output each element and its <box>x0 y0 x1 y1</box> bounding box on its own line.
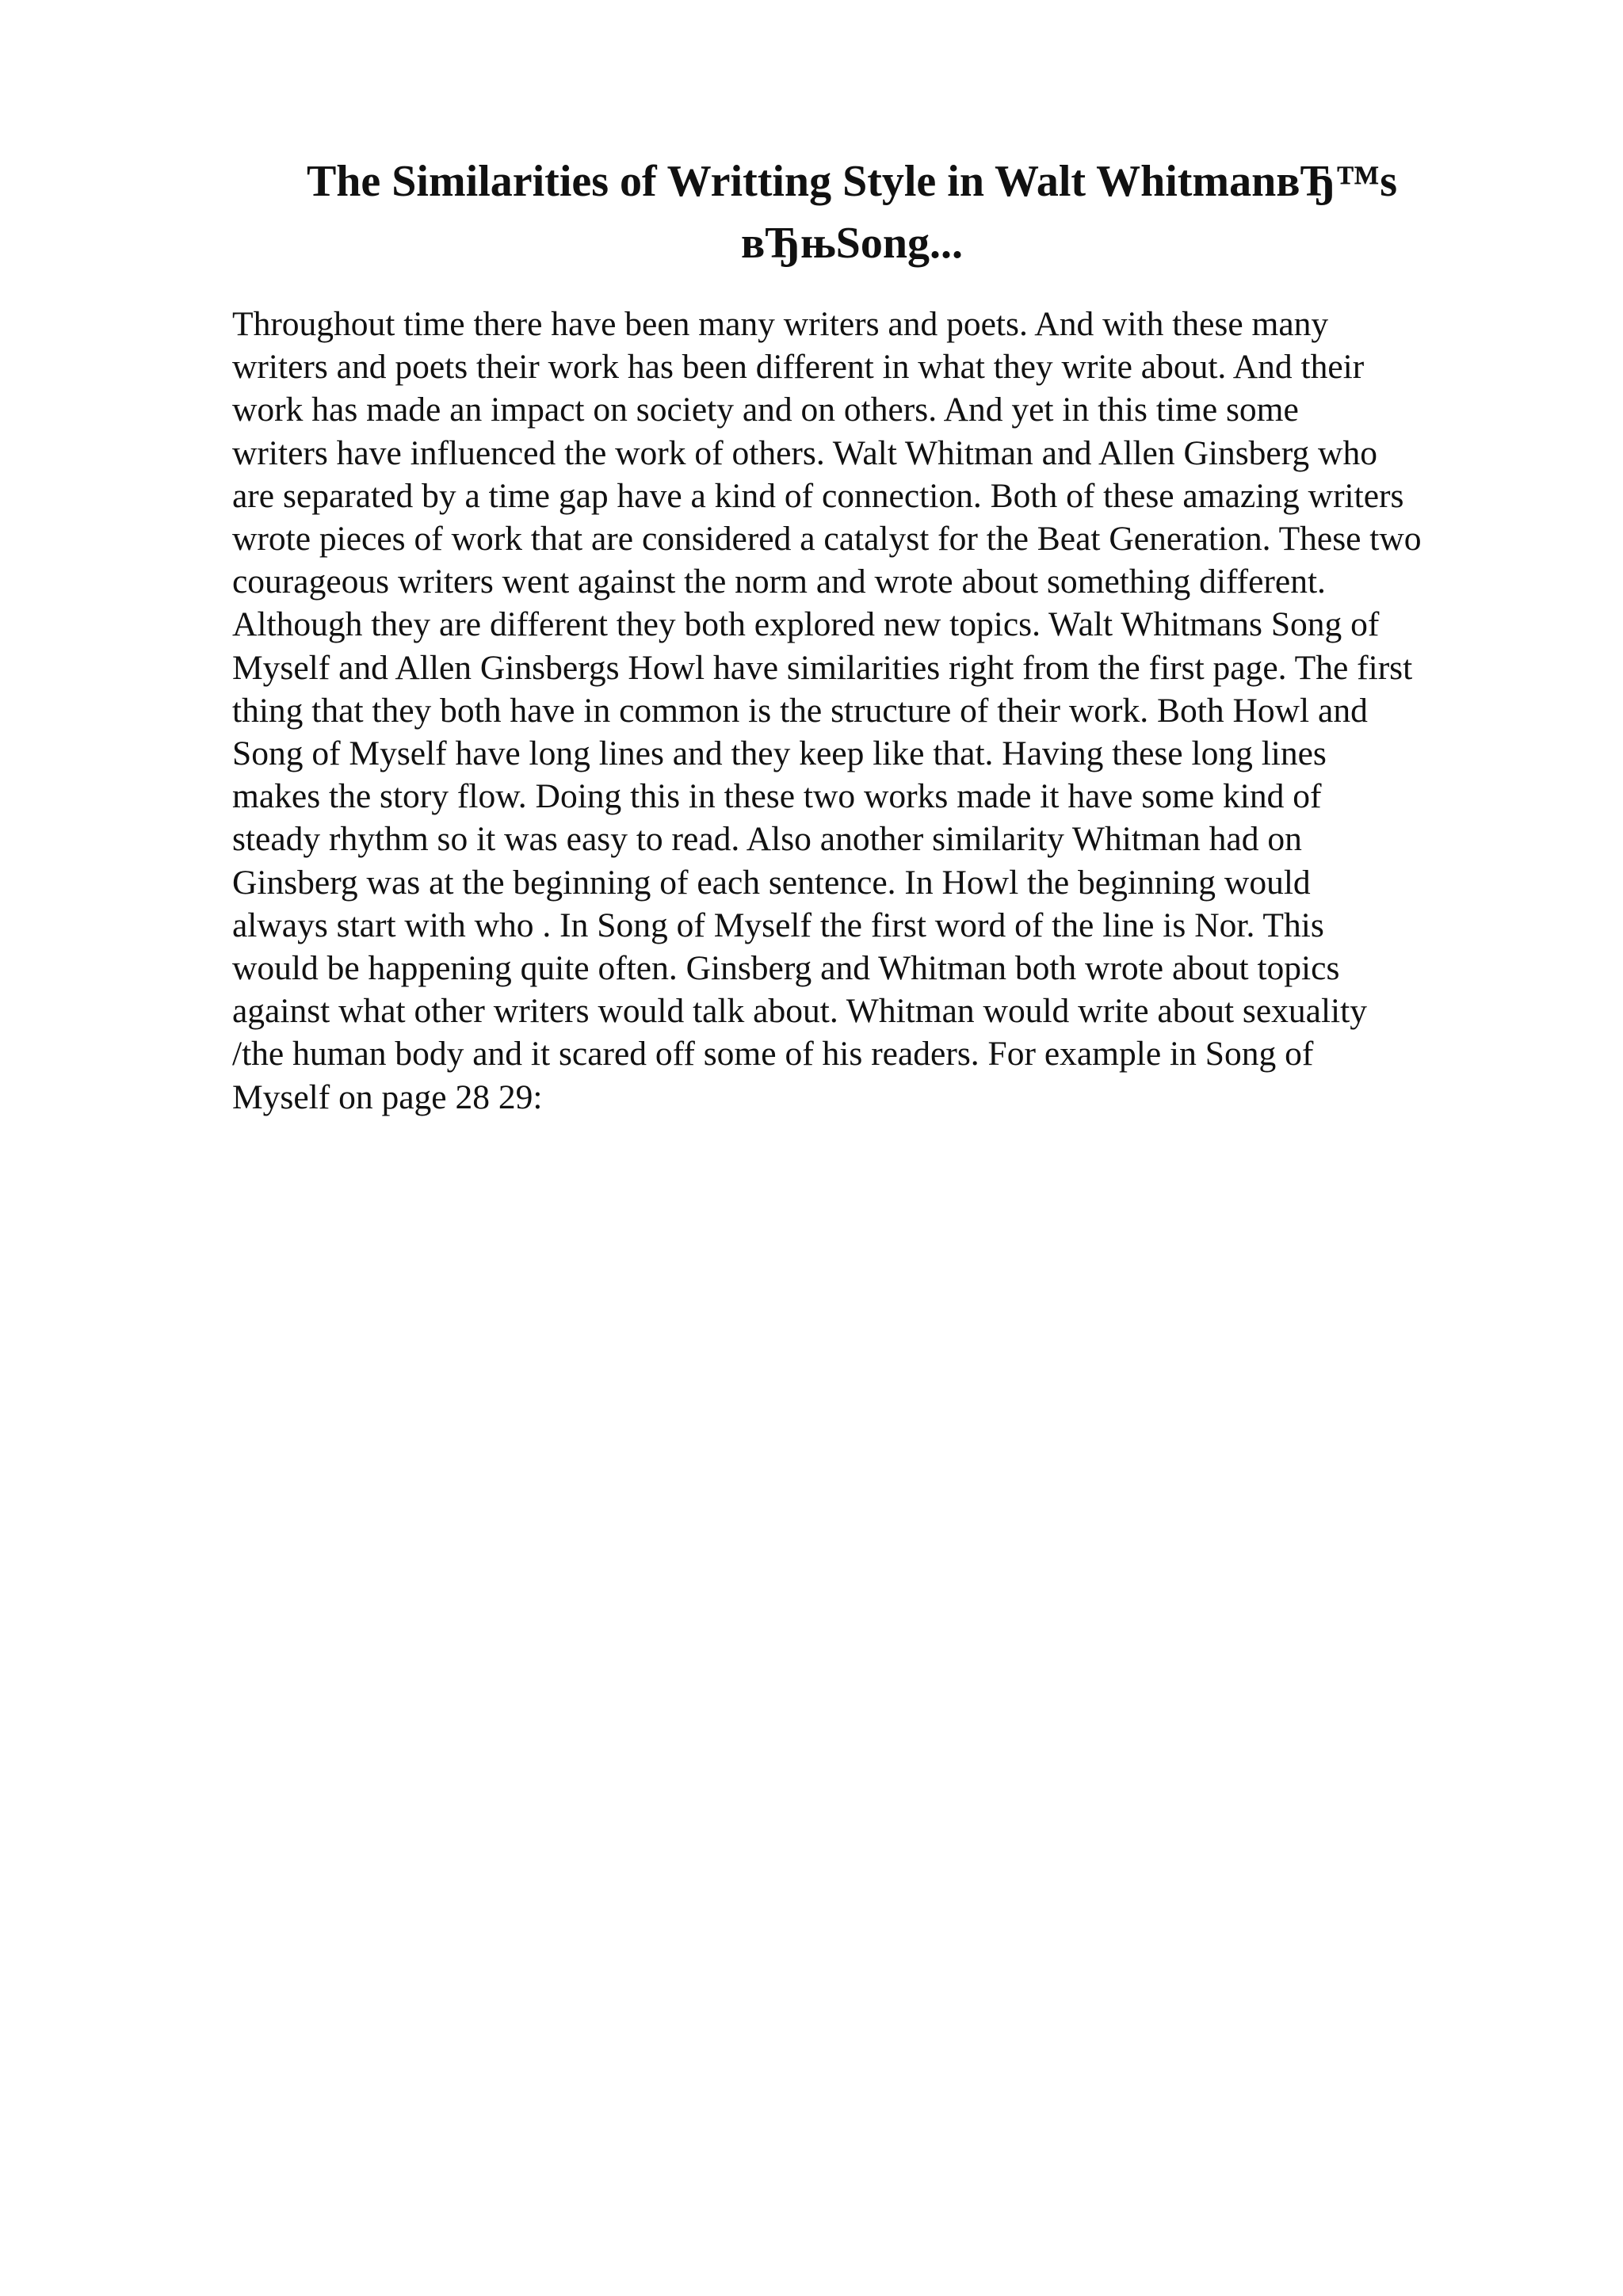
body-line: writers have influenced the work of others. Walt Whitman and Allen Ginsberg who <box>232 433 1377 472</box>
body-line: wrote pieces of work that are considered a catalyst for the Beat Generation. These two <box>232 520 1422 559</box>
body-line: /the human body and it scared off some of his readers. For example in Song of <box>232 1035 1314 1074</box>
body-paragraph <box>232 303 1532 1119</box>
body-line: Myself on page 28 29: <box>232 1077 543 1116</box>
body-line: would be happening quite often. Ginsberg and Whitman both wrote about topics <box>232 949 1340 988</box>
body-line: Ginsberg was at the beginning of each sentence. In Howl the beginning would <box>232 863 1311 902</box>
title-line: вЂњSong... <box>741 219 963 268</box>
body-line: Throughout time there have been many writers and poets. And with these many <box>232 305 1329 343</box>
body-line: always start with who . In Song of Myself the first word of the line is Nor. This <box>232 906 1324 944</box>
body-line: are separated by a time gap have a kind of connection. Both of these amazing writers <box>232 476 1404 515</box>
body-line: Myself and Allen Ginsbergs Howl have similarities right from the first page. The first <box>232 648 1413 687</box>
title-line: The Similarities of Writting Style in Walt WhitmanвЂ™s <box>306 157 1398 206</box>
body-line: thing that they both have in common is the structure of their work. Both Howl and <box>232 691 1368 730</box>
body-line: against what other writers would talk about. Whitman would write about sexuality <box>232 992 1367 1031</box>
document-title <box>198 151 1506 274</box>
body-line: Song of Myself have long lines and they keep like that. Having these long lines <box>232 734 1327 773</box>
body-line: Although they are different they both explored new topics. Walt Whitmans Song of <box>232 605 1380 644</box>
body-line: makes the story flow. Doing this in these two works made it have some kind of <box>232 777 1322 816</box>
body-line: courageous writers went against the norm and wrote about something different. <box>232 563 1326 601</box>
body-line: steady rhythm so it was easy to read. Also another similarity Whitman had on <box>232 820 1302 859</box>
body-line: work has made an impact on society and on others. And yet in this time some <box>232 391 1299 429</box>
body-line: writers and poets their work has been different in what they write about. And their <box>232 348 1365 387</box>
